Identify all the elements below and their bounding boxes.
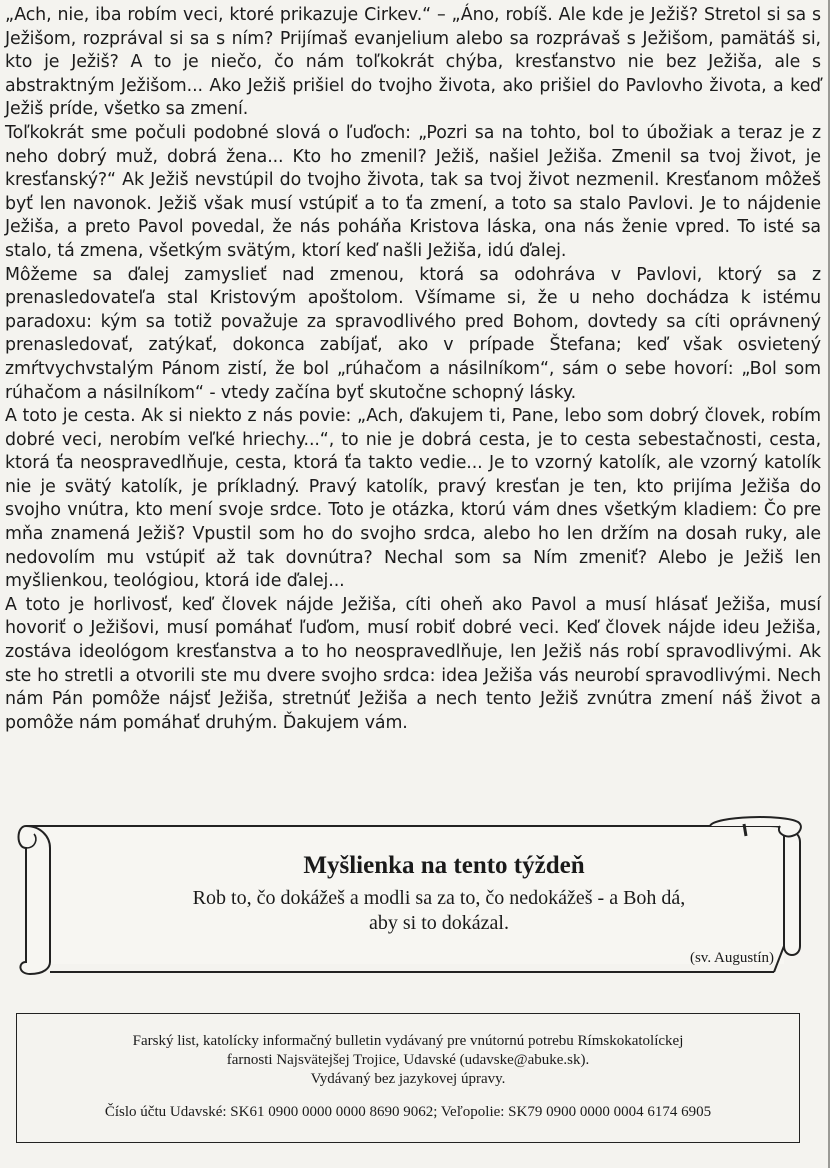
thought-title: Myšlienka na tento týždeň — [303, 852, 585, 879]
thought-of-week-scroll — [14, 812, 804, 982]
footer-line-3: Vydávaný bez jazykovej úpravy. — [310, 1071, 506, 1087]
thought-author: (sv. Augustín) — [689, 950, 774, 966]
footer-line-1: Farský list, katolícky informačný bulletin vydávaný pre vnútornú potrebu Rímskokatolíckej — [132, 1033, 684, 1049]
thought-quote-line-1: Rob to, čo dokážeš a modli sa za to, čo nedokážeš - a Boh dá, — [192, 887, 686, 909]
article-paragraph-5: A toto je horlivosť, keď človek nájde Ježiša, cíti oheň ako Pavol a musí hlásať Ježiša, musí hovoriť o Ježišovi, musí pomáhať ľuďom, musí robiť dobré veci. Keď človek nájde ideu Ježiša, zostáva ideológom kresťanstva a to ho neospravedlňuje, len Ježiš nás robí spravodlivými. Ak ste ho stretli a otvorili ste mu dvere svojho srdca: idea Ježiša vás neurobí spravodlivými. Nech nám Pán pomôže nájsť Ježiša, stretnúť Ježiša a nech tento Ježiš zvnútra zmení náš život a pomôže nám pomáhať druhým. Ďakujem vám. — [5, 594, 821, 733]
footer-line-2: farnosti Najsvätejšej Trojice, Udavské (udavske@abuke.sk). — [226, 1052, 590, 1068]
publisher-info-box — [16, 1013, 800, 1143]
thought-quote — [164, 886, 714, 936]
bank-account-line: Číslo účtu Udavské: SK61 0900 0000 0000 8690 9062; Veľopolie: SK79 0900 0000 0004 6174 6905 — [104, 1104, 712, 1120]
thought-quote-line-2: aby si to dokázal. — [369, 912, 509, 934]
article-paragraph-2: Toľkokrát sme počuli podobné slová o ľuďoch: „Pozri sa na tohto, bol to úbožiak a teraz je z neho dobrý muž, dobrá žena... Kto ho zmenil? Ježiš, našiel Ježiša. Zmenil sa tvoj život, je kresťanský?“ Ak Ježiš nevstúpil do tvojho života, tak sa tvoj život nezmenil. Kresťanom môžeš byť len navonok. Ježiš však musí vstúpiť a to ťa zmení, a toto sa stalo Pavlovi. Je to nájdenie Ježiša, a preto Pavol povedal, že nás poháňa Kristova láska, ona nás ženie vpred. To isté sa stalo, tá zmena, všetkým svätým, ktorí keď našli Ježiša, idú ďalej. — [5, 122, 821, 261]
article-paragraph-3: Môžeme sa ďalej zamyslieť nad zmenou, ktorá sa odohráva v Pavlovi, ktorý sa z prenasledovateľa stal Kristovým apoštolom. Všímame si, že u neho dochádza k istému paradoxu: kým sa totiž považuje za spravodlivého pred Bohom, dovtedy sa cíti oprávnený prenasledovať, zatýkať, dokonca zabíjať, ako v prípade Štefana; keď však osvietený zmŕtvychvstalým Pánom zistí, že bol „rúhačom a násilníkom“, sám o sebe hovorí: „Bol som rúhačom a násilníkom“ - vtedy začína byť skutočne schopný lásky. — [5, 264, 821, 403]
article-paragraph-1: „Ach, nie, iba robím veci, ktoré prikazuje Cirkev.“ – „Áno, robíš. Ale kde je Ježiš? Stretol si sa s Ježišom, rozprával si sa s ním? Prijímaš evanjelium alebo sa rozprávaš s Ježišom, pamätáš si, kto je Ježiš? A to je niečo, čo nám toľkokrát chýba, kresťanstvo nie bez Ježiša, ale s abstraktným Ježišom... Ako Ježiš prišiel do tvojho života, ako prišiel do Pavlovho života, a keď Ježiš príde, všetko sa zmení. — [5, 5, 821, 120]
article-paragraph-4: A toto je cesta. Ak si niekto z nás povie: „Ach, ďakujem ti, Pane, lebo som dobrý človek, robím dobré veci, nerobím veľké hriechy...“, to nie je dobrá cesta, je to cesta sebestačnosti, cesta, ktorá ťa neospravedlňuje, cesta, ktorá ťa takto vedie... Je to vzorný katolík, ale vzorný katolík nie je svätý katolík, je príkladný. Pravý katolík, pravý kresťan je ten, kto prijíma Ježiša do svojho vnútra, kto mení svoje srdce. Toto je otázka, ktorú vám dnes všetkým kladiem: Čo pre mňa znamená Ježiš? Vpustil som ho do svojho srdca, alebo ho len držím na dosah ruky, ale nedovolím mu vstúpiť až tak dovnútra? Nechal som sa Ním zmeniť? Alebo je Ježiš len myšlienkou, teológiou, ktorá ide ďalej... — [5, 406, 821, 592]
article-body — [0, 4, 821, 735]
